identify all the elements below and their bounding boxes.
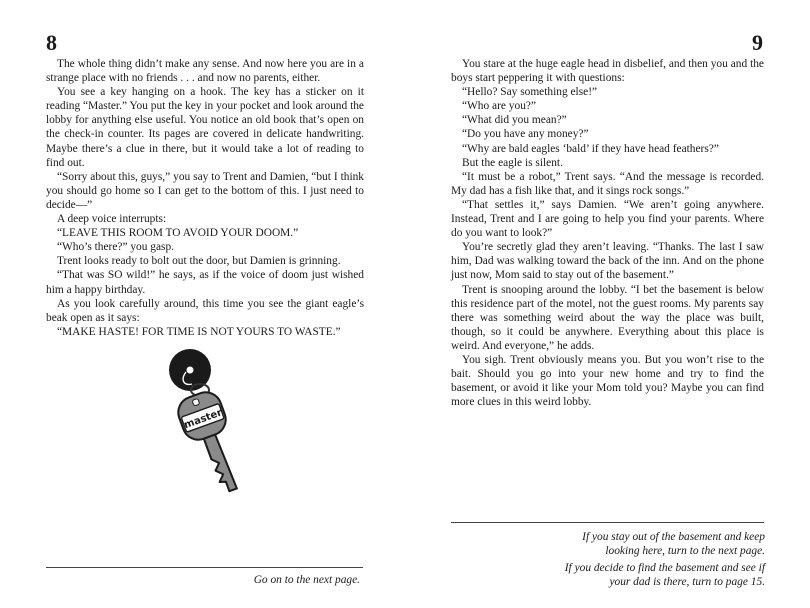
paragraph: A deep voice interrupts: xyxy=(57,213,167,226)
paragraph: The whole thing didn’t make any sense. And now here you are in a strange place with no friends . . . and now no parents, either. xyxy=(46,58,364,85)
paragraph: “Who are you?” xyxy=(462,100,536,113)
paragraph: You’re secretly glad they aren’t leaving. “Thanks. The last I saw him, Dad was walking toward the back of the inn. And on the phone just now, Mom said to stay out of the basement.” xyxy=(451,241,764,282)
paragraph: “Who’s there?” you gasp. xyxy=(57,241,175,254)
paragraph: Trent looks ready to bolt out the door, but Damien is grinning. xyxy=(57,255,341,268)
paragraph: As you look carefully around, this time you see the giant eagle’s beak open as it says: xyxy=(46,297,364,324)
left-page-text xyxy=(46,57,364,339)
paragraph: “What did you mean?” xyxy=(462,114,567,127)
paragraph: “Do you have any money?” xyxy=(462,128,589,141)
paragraph: Trent is snooping around the lobby. “I bet the basement is below this residence part of the motel, not the guest rooms. My parents say there was something weird about the way the place was built, though, so it could be anywhere. Everything about this place is weird. And everyone,” he adds. xyxy=(451,283,764,352)
paragraph: “That was SO wild!” he says, as if the voice of doom just wished him a happy birthday. xyxy=(46,269,364,296)
paragraph: “Sorry about this, guys,” you say to Trent and Damien, “but I think you should go home so I can get to the bottom of this. I just need to decide—” xyxy=(46,170,364,211)
sticker-label: master xyxy=(182,407,224,432)
right-choice-rule xyxy=(451,522,764,523)
paragraph: “Why are bald eagles ‘bald’ if they have head feathers?” xyxy=(462,142,719,155)
key-shaft xyxy=(204,434,237,493)
right-page-number: 9 xyxy=(752,30,763,55)
next-page-instruction: Go on to the next page. xyxy=(253,574,360,586)
paragraph: “It must be a robot,” Trent says. “And the message is recorded. My dad has a fish like that, and it sings rock songs.” xyxy=(451,170,764,197)
paragraph: “Hello? Say something else!” xyxy=(462,86,598,99)
left-page-number: 8 xyxy=(46,30,57,55)
paragraph: “MAKE HASTE! FOR TIME IS NOT YOURS TO WASTE.” xyxy=(57,325,341,338)
choice-stay-in-lobby[interactable]: If you stay out of the basement and keep looking here, turn to the next page. xyxy=(582,531,765,558)
right-page-text xyxy=(451,57,764,409)
paragraph: You sigh. Trent obviously means you. But you won’t rise to the bait. Should you go into your new home and try to find the basement, or avoid it like your Mom told you? Maybe you can find more clues in this weird lobby. xyxy=(451,353,764,409)
left-footer-rule xyxy=(46,567,363,568)
master-key-illustration xyxy=(140,346,250,506)
paragraph: “That settles it,” says Damien. “We aren’t going anywhere. Instead, Trent and I are going to help you find your parents. Where do you want to look?” xyxy=(451,198,764,240)
choice-find-basement[interactable]: If you decide to find the basement and see if your dad is there, turn to page 15. xyxy=(564,562,765,589)
paragraph: You see a key hanging on a hook. The key has a sticker on it reading “Master.” You put the key in your pocket and look around the lobby for anything else useful. You notice an old book that’s open on the check-in counter. Its pages are covered in delicate handwriting. Maybe there’s a clue in there, but it would take a lot of reading to find out. xyxy=(46,86,364,169)
paragraph: But the eagle is silent. xyxy=(462,156,563,169)
paragraph: You stare at the huge eagle head in disbelief, and then you and the boys start peppering it with questions: xyxy=(451,58,764,85)
paragraph: “LEAVE THIS ROOM TO AVOID YOUR DOOM.” xyxy=(57,227,299,240)
